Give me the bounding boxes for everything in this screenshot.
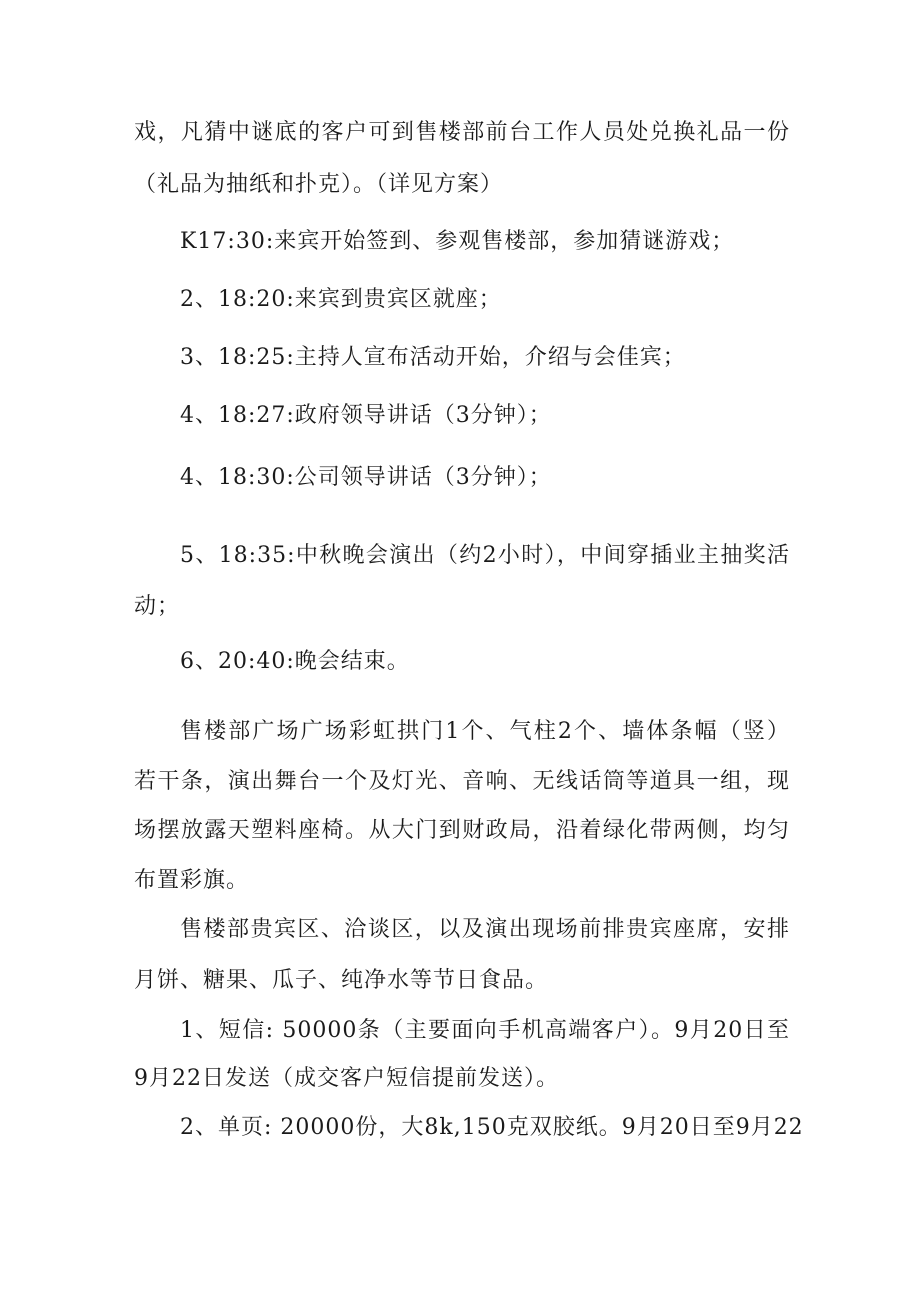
paragraph-line: 若干条，演出舞台一个及灯光、音响、无线话筒等道具一组，现 [134, 769, 790, 794]
paragraph-line: 1、短信: 50000条（主要面向手机高端客户）。9月20日至 [180, 1018, 790, 1043]
paragraph-line: 售楼部贵宾区、洽谈区，以及演出现场前排贵宾座席，安排 [180, 917, 790, 942]
schedule-item: 2、18:20:来宾到贵宾区就座； [180, 287, 502, 312]
schedule-item: 6、20:40:晚会结束。 [180, 649, 410, 674]
paragraph-line: 布置彩旗。 [134, 868, 250, 893]
paragraph-line: 售楼部广场广场彩虹拱门1个、气柱2个、墙体条幅（竖） [180, 719, 790, 744]
paragraph-line: 2、单页: 20000份，大8k,150克双胶纸。9月20日至9月22 [180, 1115, 804, 1140]
paragraph-line: 月饼、糖果、瓜子、纯净水等节日食品。 [134, 968, 549, 993]
schedule-item: 4、18:27:政府领导讲话（3分钟）； [180, 403, 552, 428]
text-line: 动； [134, 594, 181, 619]
text-line: （礼品为抽纸和扑克）。（详见方案） [134, 172, 504, 197]
paragraph-line: 场摆放露天塑料座椅。从大门到财政局，沿着绿化带两侧，均匀 [134, 818, 790, 843]
schedule-item: 5、18:35:中秋晚会演出（约2小时），中间穿插业主抽奖活 [180, 543, 790, 568]
text-line: 戏，凡猜中谜底的客户可到售楼部前台工作人员处兑换礼品一份 [134, 120, 790, 145]
schedule-item: K17:30:来宾开始签到、参观售楼部，参加猜谜游戏； [180, 229, 735, 254]
schedule-item: 3、18:25:主持人宣布活动开始，介绍与会佳宾； [180, 345, 686, 370]
schedule-item: 4、18:30:公司领导讲话（3分钟）； [180, 465, 552, 490]
paragraph-line: 9月22日发送（成交客户短信提前发送）。 [134, 1066, 559, 1091]
